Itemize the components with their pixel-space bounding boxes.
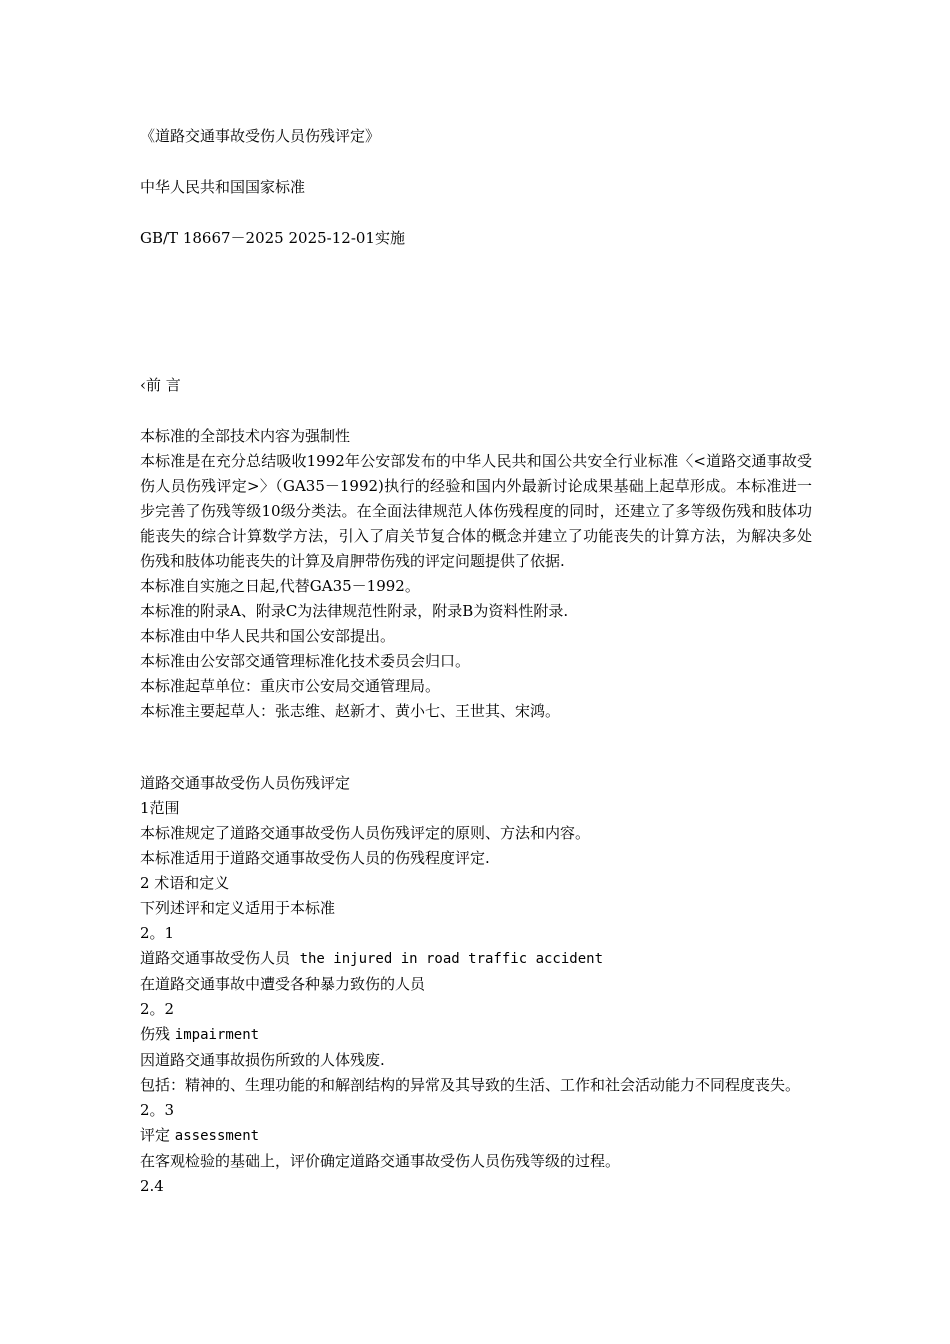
preface-paragraph: 本标准是在充分总结吸收1992年公安部发布的中华人民共和国公共安全行业标准〈<道路交通事故受伤人员伤残评定>〉（GA35－1992)执行的经验和国内外最新讨论成果基础上起草形成。本标准进一步完善了伤残等级10级分类法。在全面法律规范人体伤残程度的同时，还建立了多等级伤残和肢体功能丧失的综合计算数学方法，引入了肩关节复合体的概念并建立了功能丧失的计算方法，为解决多处伤残和肢体功能丧失的计算及肩胛带伤残的评定问题提供了依据.	[140, 452, 812, 570]
term-number: 2。2	[140, 1000, 175, 1018]
term-definition: 在道路交通事故中遭受各种暴力致伤的人员	[140, 975, 426, 993]
body-line: 本标准适用于道路交通事故受伤人员的伤残程度评定.	[140, 849, 490, 867]
preface-line: 本标准自实施之日起,代替GA35－1992。	[140, 577, 420, 595]
term-english: assessment	[174, 1128, 260, 1144]
document-header	[140, 124, 812, 277]
term-definition: 在客观检验的基础上，评价确定道路交通事故受伤人员伤残等级的过程。	[140, 1152, 621, 1170]
term-note: 包括：精神的、生理功能的和解剖结构的异常及其导致的生活、工作和社会活动能力不同程度丧失。	[140, 1076, 801, 1094]
body-line: 下列述评和定义适用于本标准	[140, 899, 336, 917]
term-chinese: 道路交通事故受伤人员	[140, 949, 291, 967]
term-definition: 因道路交通事故损伤所致的人体残废.	[140, 1051, 385, 1069]
term-entry	[140, 1123, 812, 1149]
preface-line: 本标准由中华人民共和国公安部提出。	[140, 627, 396, 645]
issuer-line: 中华人民共和国国家标准	[140, 178, 306, 196]
term-chinese: 伤残	[140, 1025, 171, 1043]
term-number: 2。1	[140, 924, 175, 942]
term-chinese: 评定	[140, 1126, 171, 1144]
preface-line: 本标准的全部技术内容为强制性	[140, 427, 351, 445]
standard-number: GB/T 18667－2025 2025-12-01实施	[140, 229, 405, 247]
section-heading: 1范围	[140, 799, 180, 817]
preface-line: 本标准由公安部交通管理标准化技术委员会归口。	[140, 652, 471, 670]
main-body	[140, 771, 812, 1199]
term-entry	[140, 946, 812, 972]
document-title: 《道路交通事故受伤人员伤残评定》	[140, 127, 381, 145]
preface-title: ‹前 言	[140, 376, 181, 394]
preface-line: 本标准起草单位：重庆市公安局交通管理局。	[140, 677, 441, 695]
body-title: 道路交通事故受伤人员伤残评定	[140, 774, 351, 792]
term-number: 2。3	[140, 1101, 175, 1119]
preface-line: 本标准的附录A、附录C为法律规范性附录，附录B为资料性附录.	[140, 602, 569, 620]
body-line: 本标准规定了道路交通事故受伤人员伤残评定的原则、方法和内容。	[140, 824, 591, 842]
term-english: impairment	[174, 1027, 260, 1043]
term-number: 2.4	[140, 1177, 164, 1195]
term-english: the injured in road traffic accident	[299, 951, 603, 967]
term-entry	[140, 1022, 812, 1048]
preface-section	[140, 373, 812, 724]
section-heading: 2 术语和定义	[140, 874, 230, 892]
preface-line: 本标准主要起草人：张志维、赵新才、黄小七、王世其、宋鸿。	[140, 702, 561, 720]
